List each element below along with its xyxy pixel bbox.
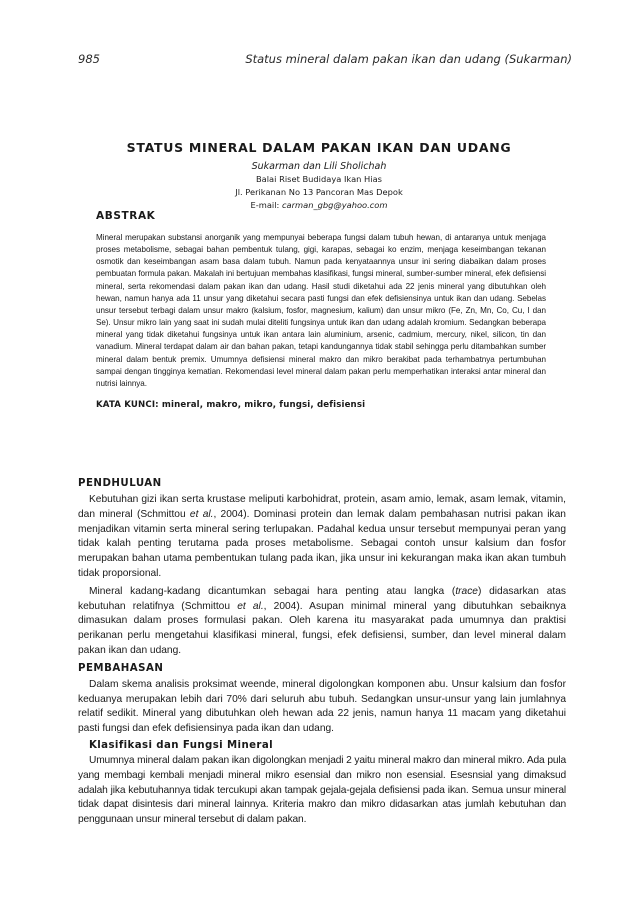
abstract-body: Mineral merupakan substansi anorganik yang mempunyai beberapa fungsi dalam tubuh hewan, di antaranya untuk menjaga proses metabolisme, sebagai bahan pembentuk tulang, gigi, karapas, sebagai ko enzim, menjaga keseimbangan tekanan osmotik dan keseimbangan asam basa dalam tubuh. Namun pada kenyataannya unsur ini sering diabaikan dalam proses pembuatan formula pakan. Makalah ini bertujuan membahas klasifikasi, fungsi mineral, sumber-sumber mineral, efek defisiensi mineral, serta rekomendasi dalam pakan ikan dan udang. Hasil studi diketahui ada 22 jenis mineral yang dibutuhkan oleh hewan, namun hanya ada 11 unsur yang diketahui secara pasti fungsi dan efek defisiensinya untuk ikan dan udang. Sebelas unsur tersebut terbagi dalam unsur makro (kalsium, fosfor, magnesium, kalium) dan unsur mikro (Fe, Zn, Mn, Co, Cu, I dan Se). Unsur mikro lain yang saat ini sudah mulai diteliti fungsinya untuk ikan dan udang adalah kromium. Sedangkan beberapa mineral yang tidak diketahui fungsinya untuk ikan antara lain aluminium, arsenic, cadmium, mercury, nikel, silicon, tin dan vanadium. Mineral terdapat dalam air dan bahan pakan, tetapi kandungannya tidak stabil sehingga perlu ditambahkan sumber mineral dalam bentuk premix. Umumnya defisiensi mineral makro dan mikro berakibat pada terhambatnya pertumbuhan sampai dengan tingginya kematian. Rekomendasi level mineral dalam pakan perlu memperhatikan interaksi antar mineral dan nutrisi lainnya. [96,233,546,388]
abstract-heading: ABSTRAK [96,210,156,222]
main-body [78,478,566,831]
trace-italic: trace [455,585,478,597]
affiliation-institute: Balai Riset Budidaya Ikan Hias [255,174,383,184]
section-heading-pendahuluan: PENDHULUAN [78,478,162,489]
paragraph-pembahasan-1: Dalam skema analisis proksimat weende, mineral digolongkan komponen abu. Unsur kalsium dan fosfor keduanya merupakan lebih dari 70% dari seluruh abu tubuh. Sedangkan unsur-unsur yang lain jumlahnya relatif sedikit. Mineral yang dibutuhkan oleh hewan ada 22 jenis, namun hanya 11 macam yang diketahui pasti fungsi dan efek defisiensinya pada ikan dan udang. [78,678,566,735]
paragraph-pendahuluan-1 [78,493,566,582]
running-header [78,52,572,66]
section-heading-pembahasan: PEMBAHASAN [78,662,164,674]
running-title: Status mineral dalam pakan ikan dan udang (Sukarman) [245,52,572,66]
affiliation-address: Jl. Perikanan No 13 Pancoran Mas Depok [235,187,403,197]
text-run: Mineral kadang-kadang dicantumkan sebagai hara penting atau langka ( [89,585,456,597]
page-number: 985 [78,52,100,66]
email-label: E-mail: [250,200,280,210]
paragraph-pembahasan-2: Umumnya mineral dalam pakan ikan digolongkan menjadi 2 yaitu mineral makro dan mineral mikro. Ada pula yang membagi kembali menjadi mineral mikro esensial dan mikro non esensial. Esesnsial yang dimaksud adalah jika kebutuhannya tidak tercukupi akan tampak gejala-gejala defisiensi pada ikan. Semua unsur mineral tidak dapat disintesis dari mineral lainnya. Kriteria makro dan mikro didasarkan atas jumlah kebutuhan dan penggunaan unsur mineral tersebut di dalam pakan. [78,754,566,826]
et-al-italic: et al. [237,600,264,612]
text-run: , 2004). Asupan minimal mineral yang dibutuhkan sebaiknya dimasukan dalam proses formulasi pakan. Oleh karena itu masyarakat pada umumnya dan praktisi perikanan perlu mengetahui klasifikasi mineral, fungsi, efek defisiensi, sumber, dan level mineral dalam pakan ikan dan udang. [78,600,566,656]
abstract-section [96,210,546,410]
paper-authors: Sukarman dan Lili Sholichah [251,161,387,172]
paper-title: STATUS MINERAL DALAM PAKAN IKAN DAN UDANG [126,140,512,155]
text-run: , 2004). Dominasi protein dan lemak dalam pembahasan nutrisi pakan ikan menjadikan vitamin serta mineral sering terlupakan. Padahal kedua unsur tersebut mempunyai peran yang tidak kalah penting terutama pada proses metabolisme. Sebagai contoh unsur kalsium dan fosfor merupakan bahan utama pembentukan tulang pada ikan, jika unsur ini kekurangan maka ikan akan tumbuh tidak proporsional. [78,508,566,579]
et-al-italic: et al. [189,508,214,520]
subsection-heading-klasifikasi: Klasifikasi dan Fungsi Mineral [89,739,273,751]
text-run: ) didasarkan atas kebutuhan relatifnya (Schmittou [78,585,566,612]
keywords: KATA KUNCI: mineral, makro, mikro, fungsi, defisiensi [96,400,366,411]
title-block [0,140,638,211]
text-run: Kebutuhan gizi ikan serta krustase meliputi karbohidrat, protein, asam amio, lemak, asam lemak, vitamin, dan mineral (Schmittou [78,494,566,520]
email-address: carman_gbg@yahoo.com [281,200,388,210]
paragraph-pendahuluan-2 [78,585,566,659]
